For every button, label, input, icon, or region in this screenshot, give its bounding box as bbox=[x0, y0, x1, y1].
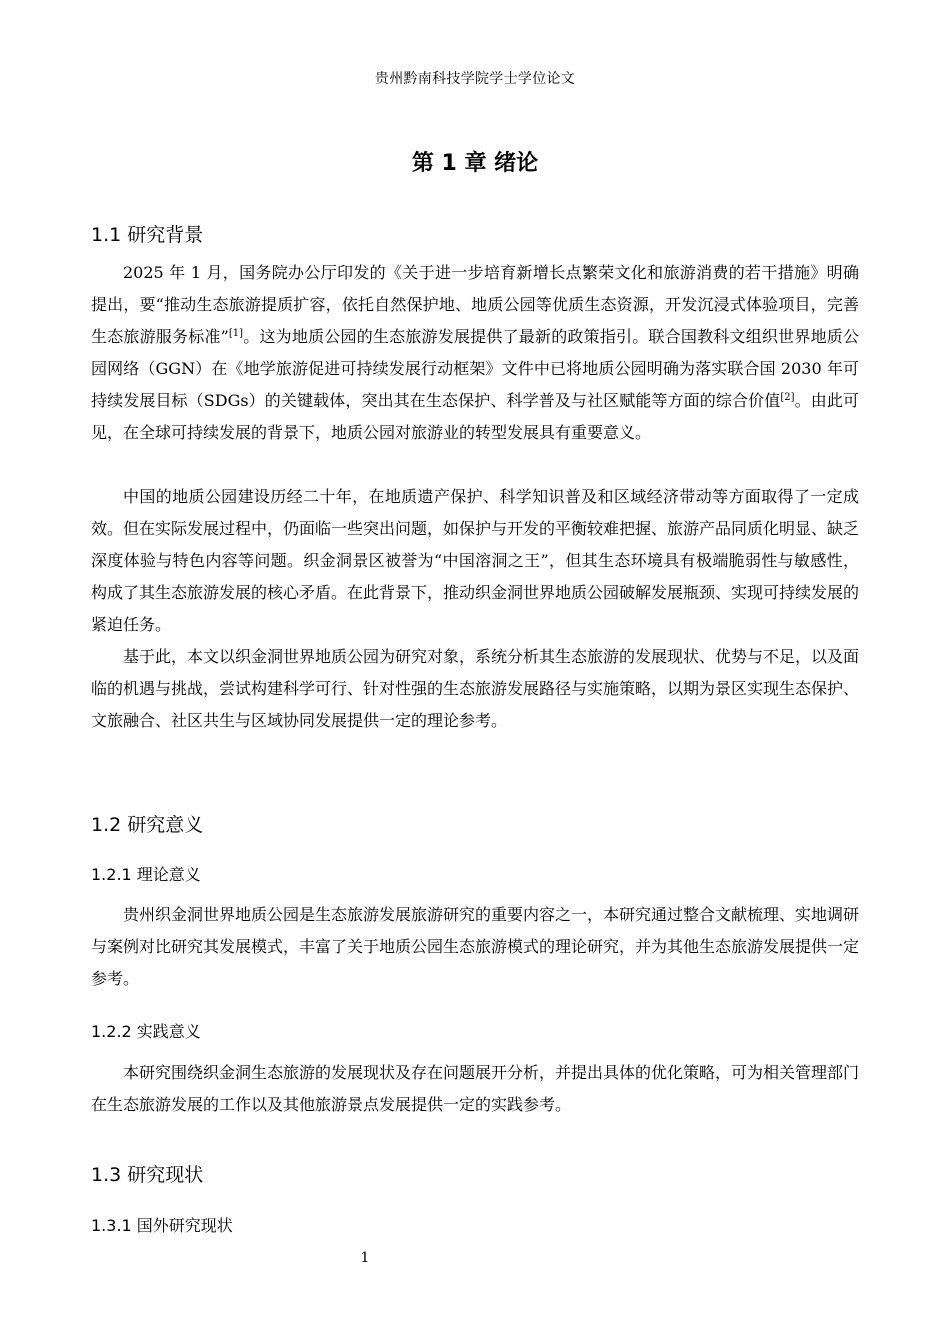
paragraph-background-2: 中国的地质公园建设历经二十年，在地质遗产保护、科学知识普及和区域经济带动等方面取得了一定成效。但在实际发展过程中，仍面临一些突出问题，如保护与开发的平衡较难把握、旅游产品同质化明显、缺乏深度体验与特色内容等问题。织金洞景区被誉为“中国溶洞之王”，但其生态环境具有极端脆弱性与敏感性，构成了其生态旅游发展的核心矛盾。在此背景下，推动织金洞世界地质公园破解发展瓶颈、实现可持续发展的紧迫任务。 bbox=[91, 487, 860, 634]
citation-ref-2: [2] bbox=[780, 392, 795, 403]
page-number: 1 bbox=[360, 1250, 370, 1266]
paragraph-text: 。由此可见，在全球可持续发展的背景下，地质公园对旅游业的转型发展具有重要意义。 bbox=[91, 391, 859, 442]
paragraph-practice: 本研究围绕织金洞生态旅游的发展现状及存在问题展开分析，并提出具体的优化策略，可为相关管理部门在生态旅游发展的工作以及其他旅游景点发展提供一定的实践参考。 bbox=[91, 1063, 860, 1114]
header-rule bbox=[90, 92, 860, 93]
paragraph-text: 。这为地质公园的生态旅游发展提供了最新的政策指引。联合国教科文组织世界地质公园网络（GGN）在《地学旅游促进可持续发展行动框架》文件中已将地质公园明确为落实联合国 2030 年可持续发展目标（SDGs）的关键载体，突出其在生态保护、科学普及与社区赋能等方面的综合价值 bbox=[91, 327, 859, 410]
chapter-title: 第 1 章 绪论 bbox=[411, 151, 539, 176]
paragraph-text: 2025 年 1 月，国务院办公厅印发的《关于进一步培育新增长点繁荣文化和旅游消费的若干措施》明确提出，要“推动生态旅游提质扩容，依托自然保护地、地质公园等优质生态资源，开发沉浸式体验项目，完善生态旅游服务标准” bbox=[91, 263, 859, 346]
paragraph-theory: 贵州织金洞世界地质公园是生态旅游发展旅游研究的重要内容之一，本研究通过整合文献梳理、实地调研与案例对比研究其发展模式，丰富了关于地质公园生态旅游模式的理论研究，并为其他生态旅游发展提供一定参考。 bbox=[91, 905, 860, 988]
paragraph-background-3: 基于此，本文以织金洞世界地质公园为研究对象，系统分析其生态旅游的发展现状、优势与不足，以及面临的机遇与挑战，尝试构建科学可行、针对性强的生态旅游发展路径与实施策略，以期为景区实现生态保护、文旅融合、社区共生与区域协同发展提供一定的理论参考。 bbox=[91, 647, 860, 730]
subsection-heading-1-3-1: 1.3.1 国外研究现状 bbox=[91, 1216, 233, 1235]
section-heading-1-3: 1.3 研究现状 bbox=[91, 1164, 204, 1186]
section-heading-1-2: 1.2 研究意义 bbox=[91, 814, 204, 836]
subsection-heading-1-2-2: 1.2.2 实践意义 bbox=[91, 1022, 201, 1041]
citation-ref-1: [1] bbox=[228, 328, 244, 339]
subsection-heading-1-2-1: 1.2.1 理论意义 bbox=[91, 865, 201, 884]
section-heading-1-1: 1.1 研究背景 bbox=[91, 224, 204, 246]
running-header: 贵州黔南科技学院学士学位论文 bbox=[374, 71, 576, 87]
paragraph-background-1 bbox=[91, 257, 859, 449]
